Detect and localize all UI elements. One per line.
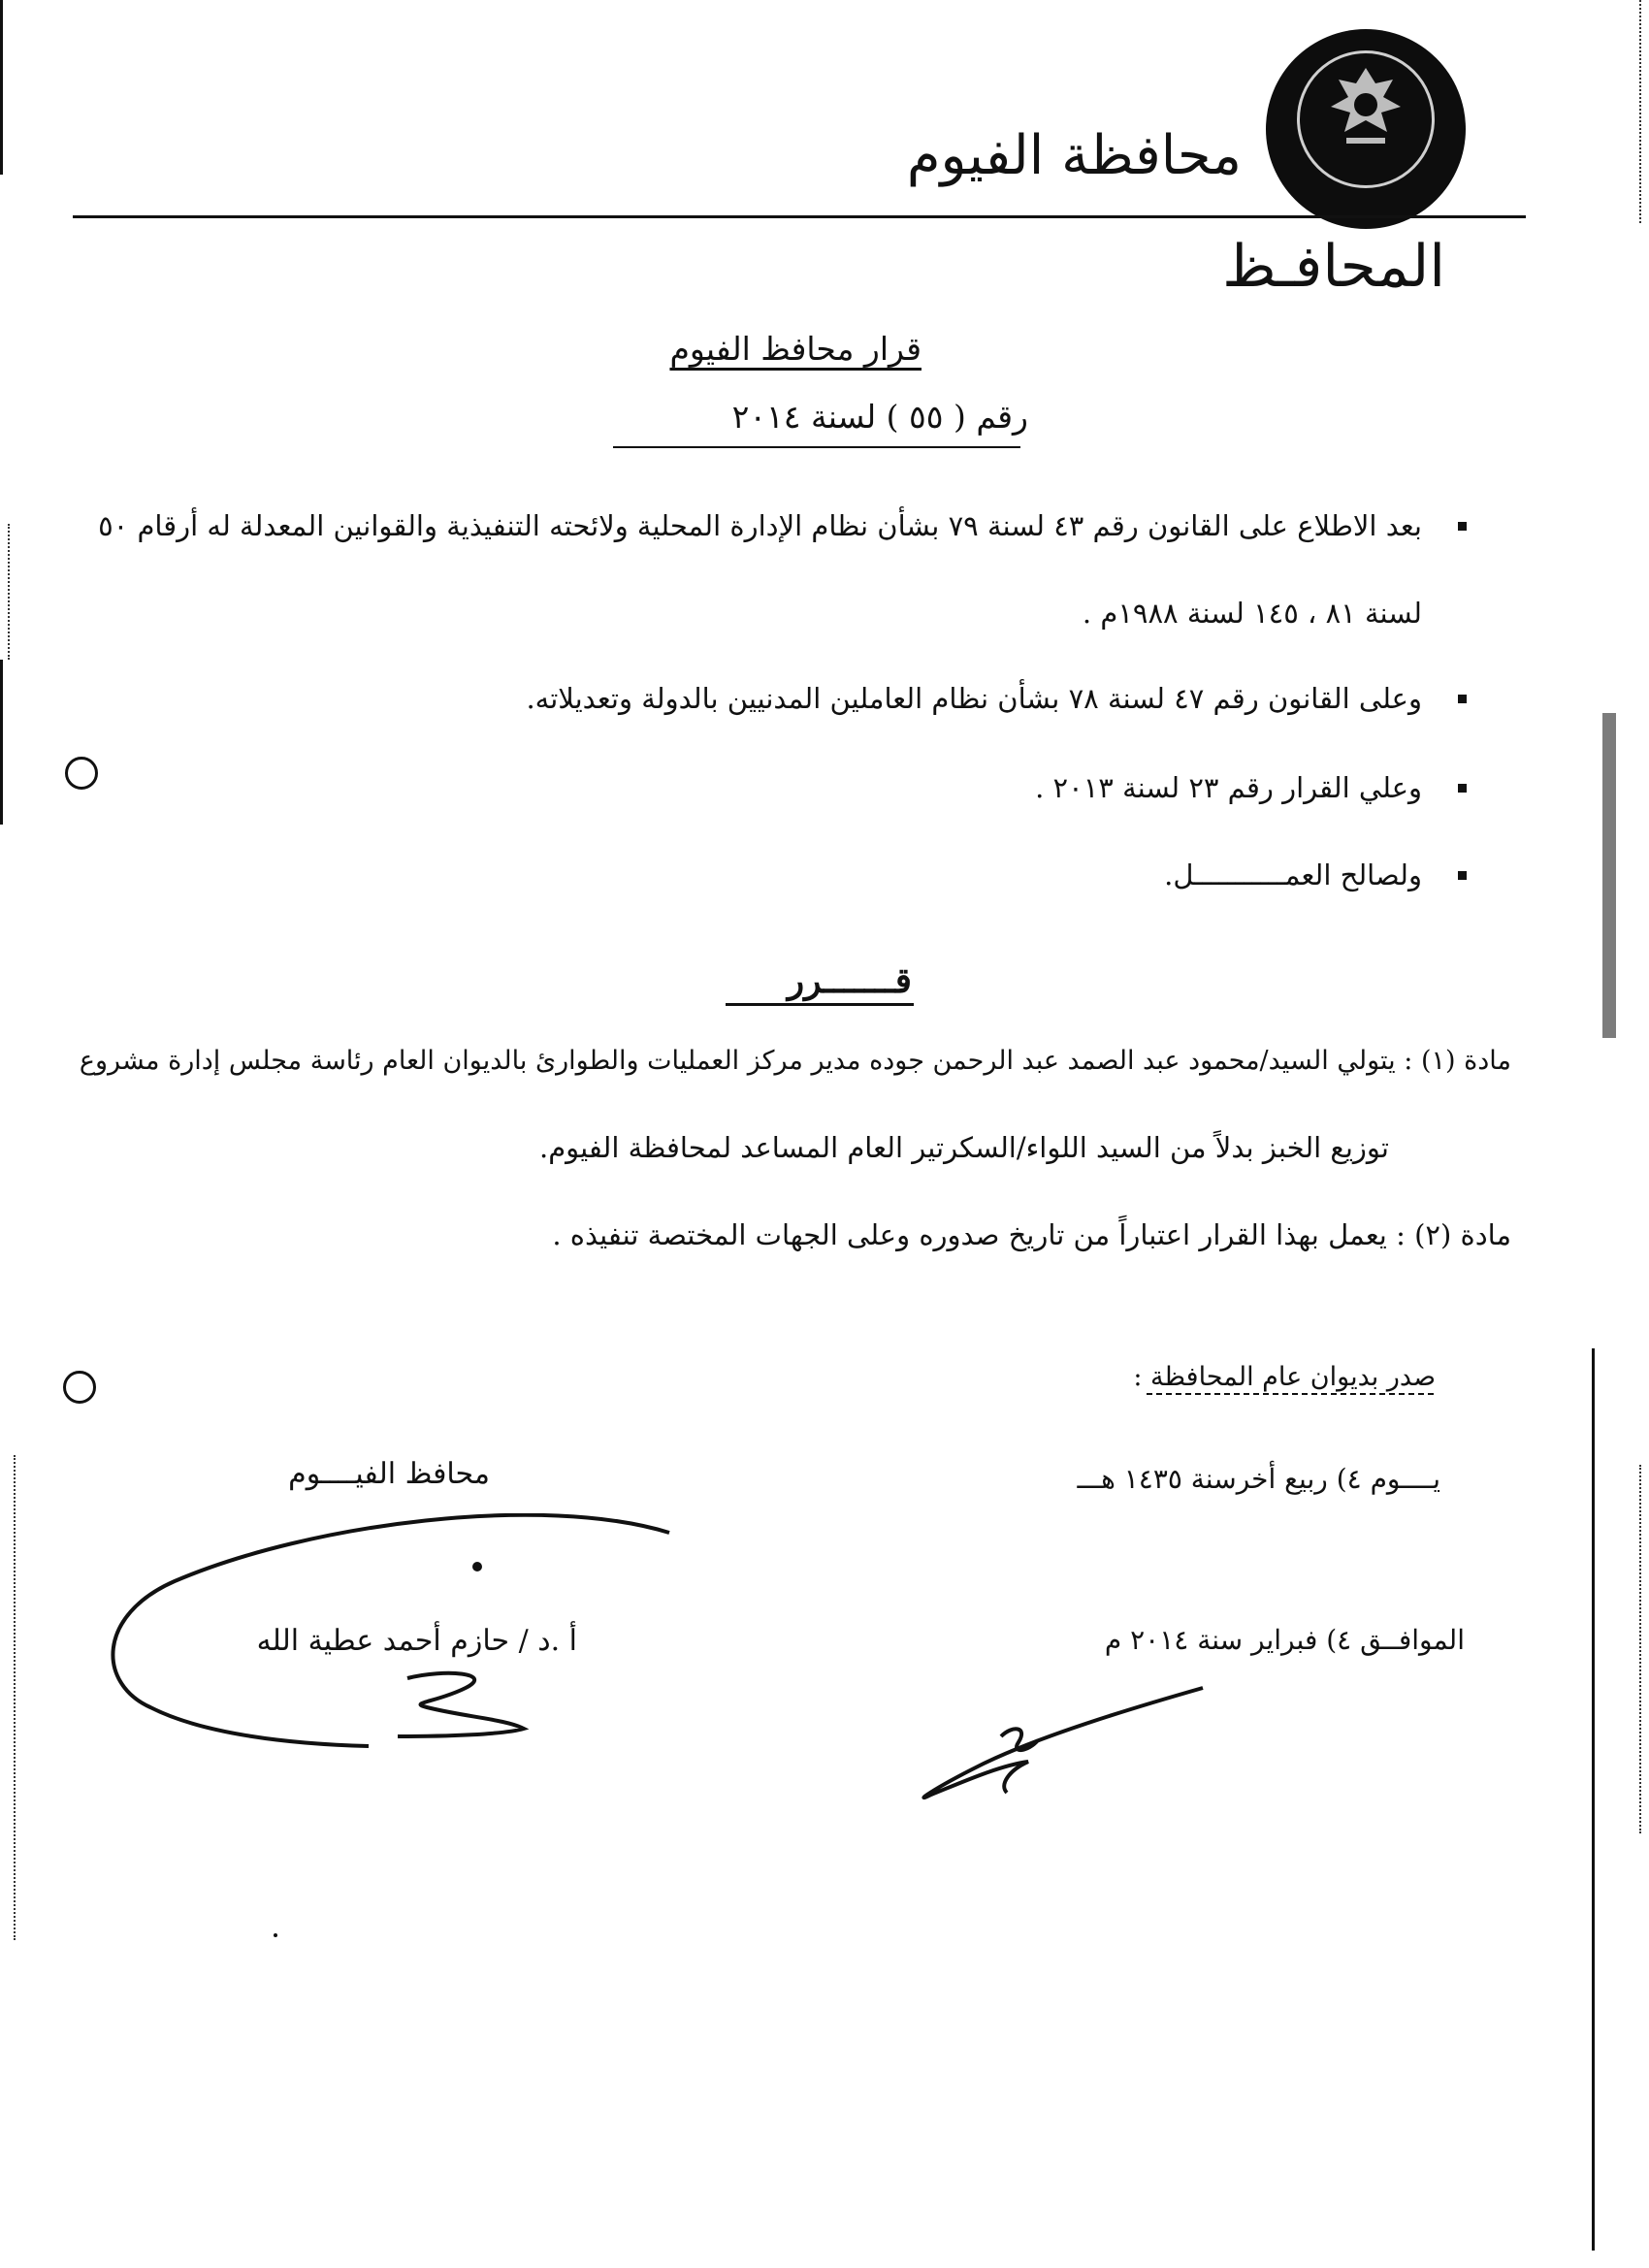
- decision-number: رقم ( ٥٥ ) لسنة ٢٠١٤: [731, 398, 1028, 436]
- scan-edge-dots-left-2: [14, 1455, 16, 1940]
- bullet-icon: [1458, 871, 1467, 880]
- decision-number-underline: [613, 446, 1020, 448]
- governorate-name: محافظة الفيوم: [906, 124, 1242, 187]
- date-signature-icon: [892, 1669, 1212, 1814]
- signatory-title: محافظ الفيــــوم: [288, 1457, 490, 1491]
- gregorian-date: الموافــق ٤) فبراير سنة ٢٠١٤ م: [1104, 1624, 1465, 1656]
- preamble-item: وعلي القرار رقم ٢٣ لسنة ٢٠١٣ .: [1035, 771, 1422, 804]
- issued-label-underline: [1147, 1393, 1434, 1395]
- header-divider: [73, 215, 1526, 218]
- decree-heading: قـــــــرر: [787, 960, 912, 1001]
- preamble-item: ولصالح العمـــــــــــل.: [1164, 859, 1422, 891]
- seal-eagle-icon: [1319, 60, 1412, 157]
- governor-signature-icon: [58, 1513, 689, 1795]
- office-title: المحافـظ: [1222, 233, 1445, 301]
- scan-edge-dots-left: [8, 524, 10, 660]
- punch-hole-icon: [63, 1371, 96, 1404]
- signatory-name: أ .د / حازم أحمد عطية الله: [256, 1624, 577, 1658]
- preamble-continuation: لسنة ٨١ ، ١٤٥ لسنة ١٩٨٨م .: [1082, 597, 1422, 630]
- preamble-item: وعلى القانون رقم ٤٧ لسنة ٧٨ بشأن نظام العاملين المدنيين بالدولة وتعديلاته.: [526, 682, 1422, 715]
- scan-edge-mark-left-2: [0, 660, 3, 825]
- bullet-icon: [1458, 695, 1467, 703]
- bullet-icon: [1458, 522, 1467, 531]
- scan-edge-mark-left: [0, 0, 3, 175]
- preamble-item: بعد الاطلاع على القانون رقم ٤٣ لسنة ٧٩ بشأن نظام الإدارة المحلية ولائحته التنفيذية والقوانين المعدلة له أرقام ٥٠: [98, 509, 1422, 542]
- article-2: مادة (٢) : يعمل بهذا القرار اعتباراً من تاريخ صدوره وعلى الجهات المختصة تنفيذه .: [552, 1218, 1511, 1251]
- scan-edge-dots-right: [1639, 0, 1641, 223]
- decree-heading-underline: [726, 1003, 914, 1006]
- issued-label: صدر بديوان عام المحافظة :: [1133, 1362, 1436, 1392]
- scan-edge-dots-right-2: [1639, 1465, 1641, 1833]
- article-1-line-1: مادة (١) : يتولي السيد/محمود عبد الصمد عبد الرحمن جوده مدير مركز العمليات والطوارئ بالديوان العام رئاسة مجلس إدارة مشروع: [79, 1046, 1511, 1076]
- hijri-date: يــــوم ٤) ربيع أخرسنة ١٤٣٥ هـــ: [1077, 1463, 1440, 1495]
- punch-hole-icon: [65, 757, 98, 790]
- stray-dot: [274, 1933, 277, 1937]
- decision-title: قرار محافظ الفيوم: [669, 330, 922, 368]
- bullet-icon: [1458, 784, 1467, 793]
- scan-edge-line-right: [1592, 1348, 1595, 2251]
- scan-edge-mark-right: [1602, 713, 1616, 1038]
- article-1-line-2: توزيع الخبز بدلاً من السيد اللواء/السكرتير العام المساعد لمحافظة الفيوم.: [538, 1131, 1389, 1164]
